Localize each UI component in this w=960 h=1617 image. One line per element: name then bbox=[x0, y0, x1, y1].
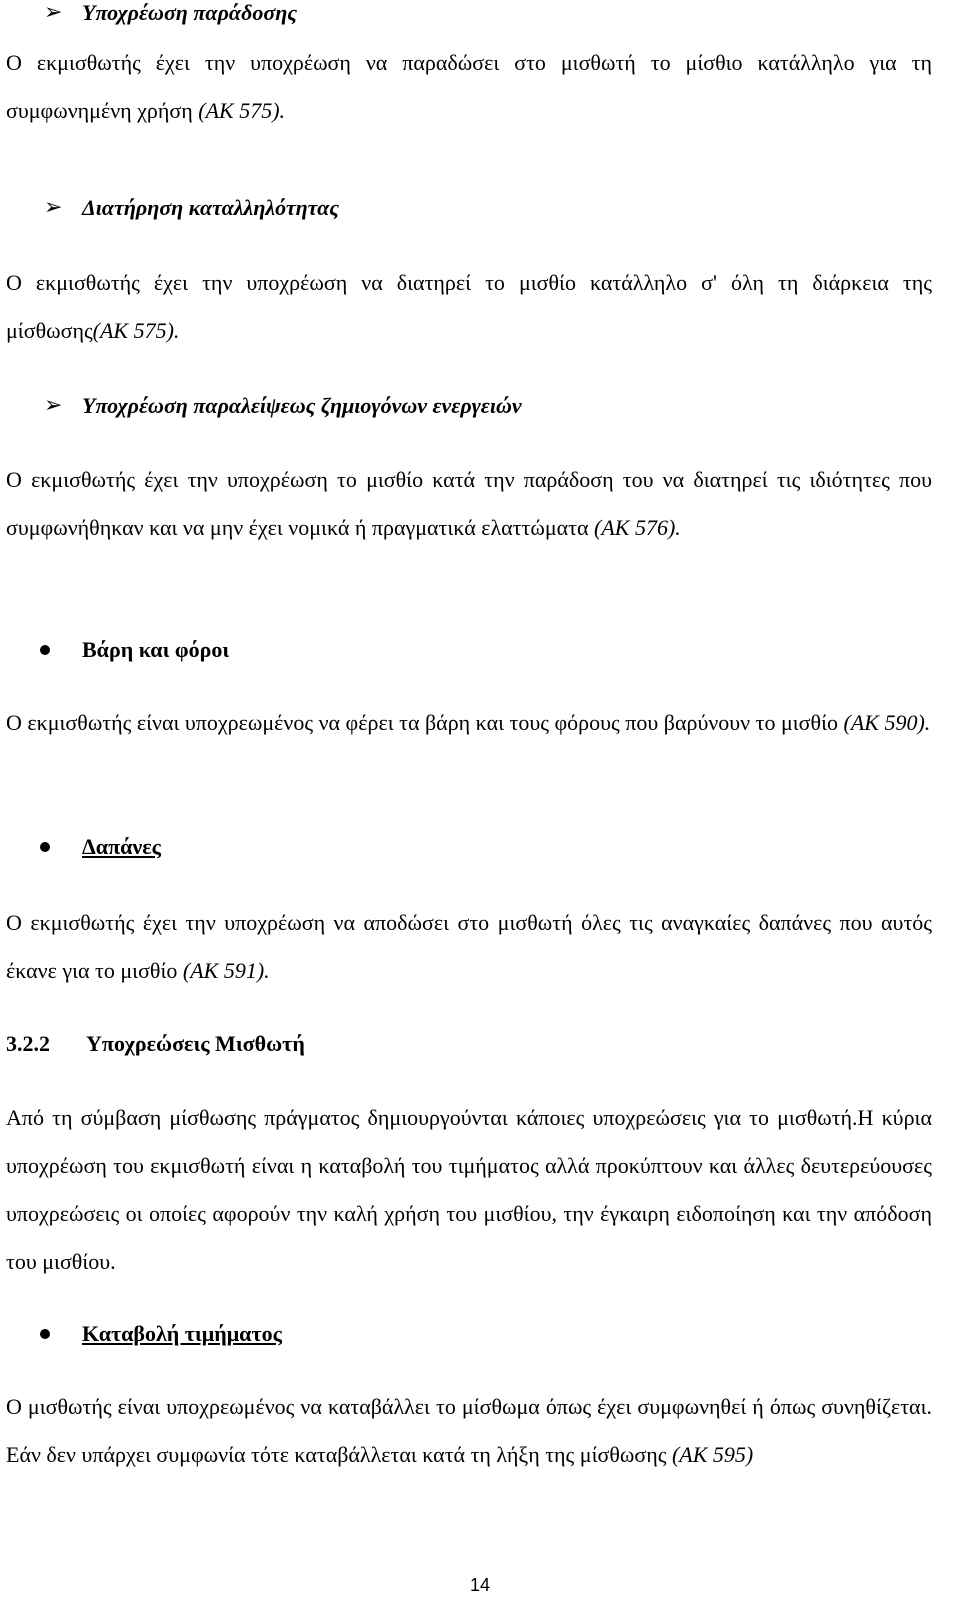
section-heading: Υποχρέωση παράδοσης bbox=[82, 0, 298, 25]
page-number: 14 bbox=[469, 1575, 491, 1595]
section-paragraph: Ο εκμισθωτής έχει την υποχρέωση να παραδώσει στο μισθωτή το μίσθιο κατάλληλο για τη συμφωνημένη χρήση (ΑΚ 575). bbox=[6, 50, 932, 123]
section-paragraph: Ο εκμισθωτής έχει την υποχρέωση να αποδώσει στο μισθωτή όλες τις αναγκαίες δαπάνες που αυτός έκανε για το μισθίο (ΑΚ 591). bbox=[6, 910, 932, 983]
section-paragraph: Ο εκμισθωτής είναι υποχρεωμένος να φέρει τα βάρη και τους φόρους που βαρύνουν το μισθίο (ΑΚ 590). bbox=[6, 710, 931, 735]
subsection-title: Υποχρεώσεις Μισθωτή bbox=[86, 1031, 305, 1056]
bullet-dot-icon bbox=[40, 1329, 50, 1339]
section-heading: Υποχρέωση παραλείψεως ζημιογόνων ενεργειών bbox=[82, 393, 522, 418]
section-heading: Βάρη και φόροι bbox=[82, 637, 230, 662]
section-heading: Δαπάνες bbox=[82, 834, 161, 859]
section-paragraph: Ο μισθωτής είναι υποχρεωμένος να καταβάλλει το μίσθωμα όπως έχει συμφωνηθεί ή όπως συνηθίζεται. Εάν δεν υπάρχει συμφωνία τότε καταβάλλεται κατά τη λήξη της μίσθωσης (ΑΚ 595) bbox=[6, 1394, 932, 1467]
section-heading: Καταβολή τιμήματος bbox=[82, 1321, 282, 1346]
arrow-bullet-icon: ➢ bbox=[44, 195, 63, 220]
bullet-dot-icon bbox=[40, 645, 50, 655]
subsection-number: 3.2.2 bbox=[6, 1031, 50, 1056]
arrow-bullet-icon: ➢ bbox=[44, 393, 63, 418]
arrow-bullet-icon: ➢ bbox=[44, 0, 63, 25]
subsection-paragraph: Από τη σύμβαση μίσθωσης πράγματος δημιουργούνται κάποιες υποχρεώσεις για το μισθωτή.Η κύρια υποχρέωση του εκμισθωτή είναι η καταβολή του τιμήματος αλλά προκύπτουν και άλλες δευτερεύουσες υποχρεώσεις οι οποίες αφορούν την καλή χρήση του μισθίου, την έγκαιρη ειδοποίηση και την απόδοση του μισθίου. bbox=[6, 1105, 932, 1274]
section-heading: Διατήρηση καταλληλότητας bbox=[82, 195, 340, 220]
section-paragraph: Ο εκμισθωτής έχει την υποχρέωση να διατηρεί το μισθίο κατάλληλο σ' όλη τη διάρκεια της μίσθωσης(ΑΚ 575). bbox=[6, 270, 932, 343]
section-paragraph: Ο εκμισθωτής έχει την υποχρέωση το μισθίο κατά την παράδοση του να διατηρεί τις ιδιότητες που συμφωνήθηκαν και να μην έχει νομικά ή πραγματικά ελαττώματα (ΑΚ 576). bbox=[6, 467, 932, 540]
bullet-dot-icon bbox=[40, 842, 50, 852]
